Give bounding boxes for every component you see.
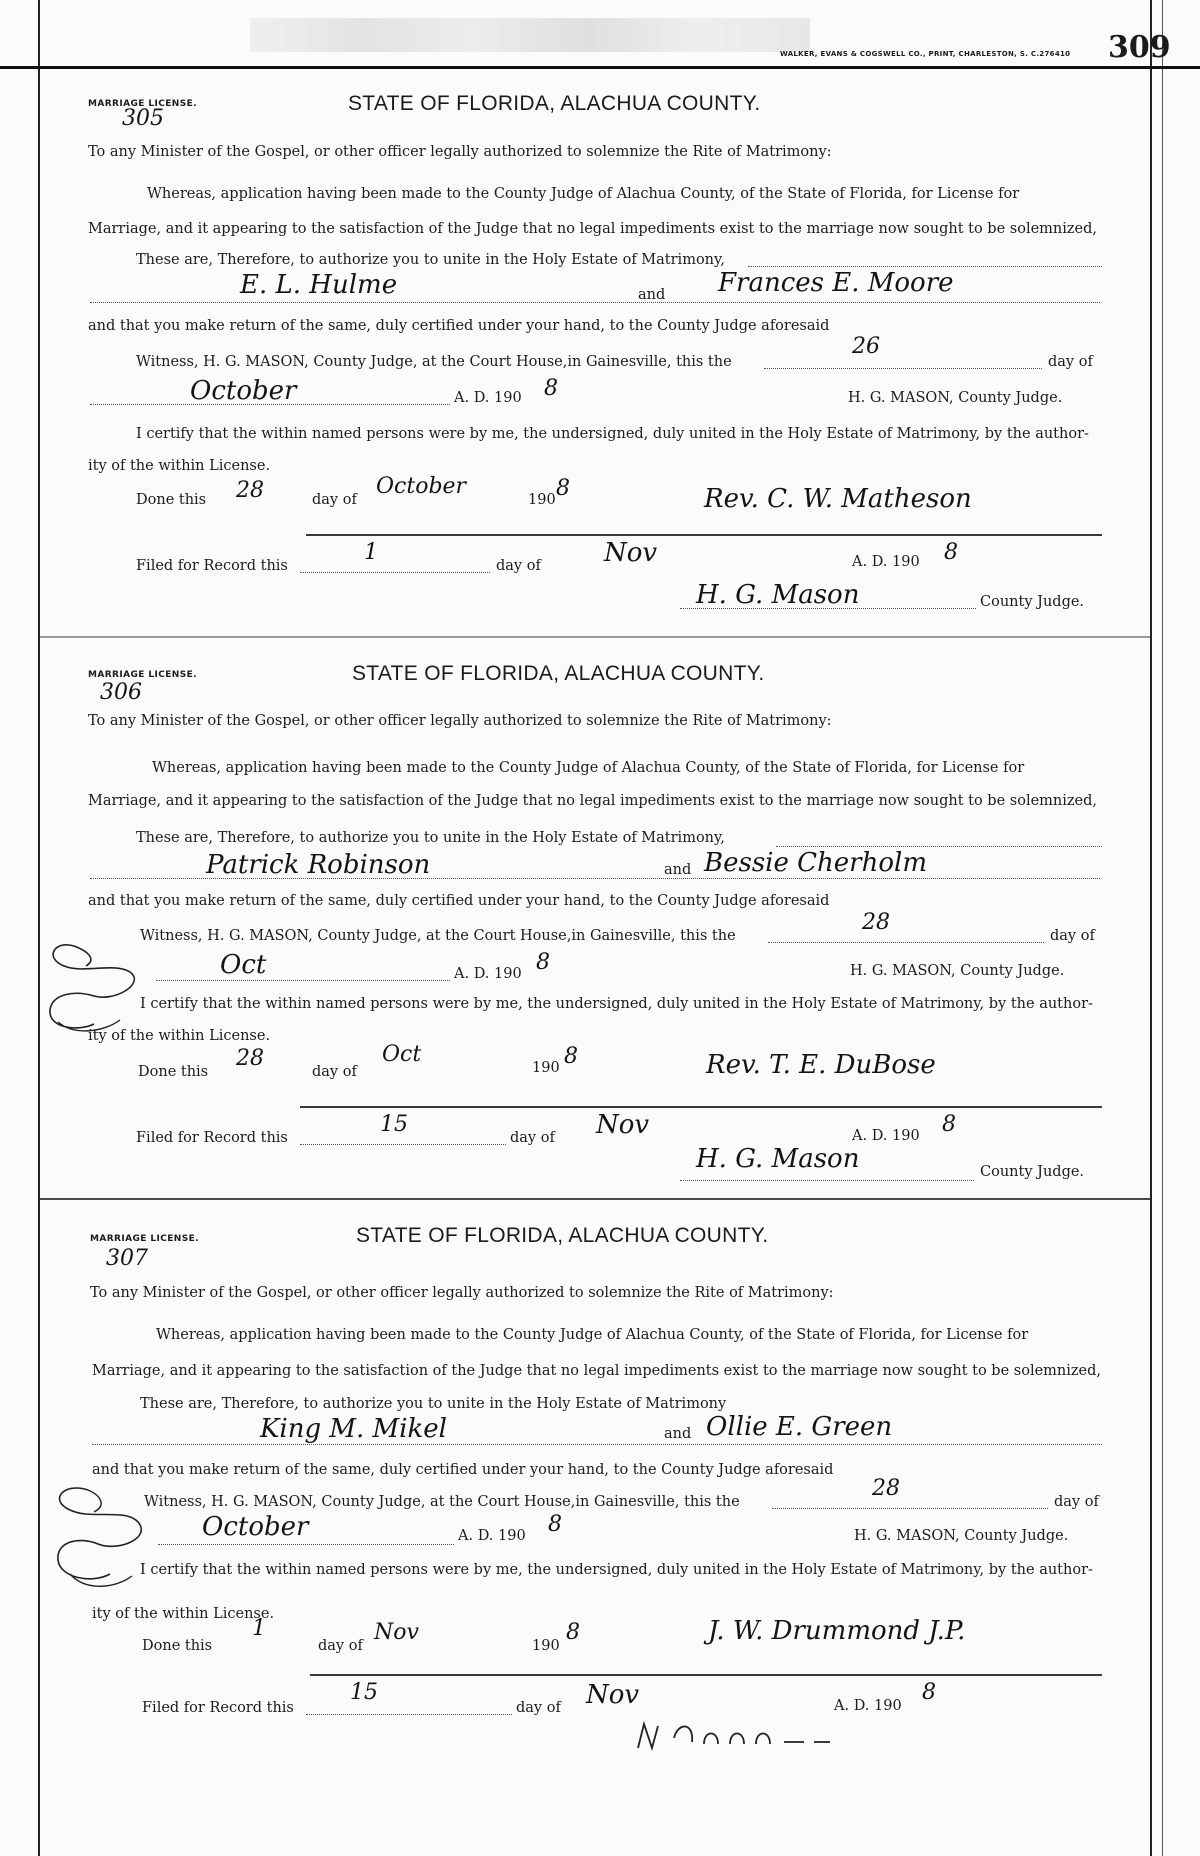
done-year: 8 bbox=[566, 1620, 580, 1645]
dotted-line bbox=[92, 1444, 1102, 1445]
filed-day-of-label: day of bbox=[516, 1700, 561, 1716]
printer-imprint: WALKER, EVANS & COGSWELL CO., PRINT, CHARLESTON, S. C.276410 bbox=[780, 50, 1071, 58]
day-of-label: day of bbox=[1054, 1494, 1099, 1510]
witness-year: 8 bbox=[544, 376, 558, 401]
officiant-signature: J. W. Drummond J.P. bbox=[708, 1616, 966, 1646]
witness-month: October bbox=[190, 376, 297, 406]
page-border-right-inner bbox=[1162, 0, 1163, 1856]
witness-line: Witness, H. G. MASON, County Judge, at the Court House,in Gainesville, this the bbox=[144, 1494, 740, 1510]
dotted-line bbox=[748, 266, 1102, 267]
filed-month: Nov bbox=[596, 1110, 650, 1140]
ad-label: A. D. 190 bbox=[454, 390, 522, 406]
state-title: STATE OF FLORIDA, ALACHUA COUNTY. bbox=[352, 662, 765, 685]
done-190-label: 190 bbox=[532, 1638, 560, 1654]
done-month: Oct bbox=[382, 1042, 422, 1067]
witness-line: Witness, H. G. MASON, County Judge, at the Court House,in Gainesville, this the bbox=[136, 354, 732, 370]
dotted-line bbox=[90, 302, 1100, 303]
filed-day: 15 bbox=[350, 1680, 378, 1705]
license-separator bbox=[40, 636, 1150, 638]
license-number: 306 bbox=[100, 680, 142, 705]
done-this-label: Done this bbox=[136, 492, 207, 508]
witness-year: 8 bbox=[548, 1512, 562, 1537]
and-label: and bbox=[664, 862, 692, 878]
filed-year: 8 bbox=[942, 1112, 956, 1137]
witness-day: 28 bbox=[872, 1476, 900, 1501]
witness-day: 26 bbox=[852, 334, 880, 359]
return-line: and that you make return of the same, duly certified under your hand, to the County Judge aforesaid bbox=[88, 893, 830, 909]
dotted-line bbox=[776, 846, 1102, 847]
ad-label: A. D. 190 bbox=[454, 966, 522, 982]
return-line: and that you make return of the same, duly certified under your hand, to the County Judge aforesaid bbox=[92, 1462, 834, 1478]
done-month: October bbox=[376, 474, 467, 499]
dotted-line bbox=[768, 942, 1044, 943]
filed-ad-label: A. D. 190 bbox=[852, 554, 920, 570]
authorize-line: These are, Therefore, to authorize you to unite in the Holy Estate of Matrimony, bbox=[136, 830, 725, 846]
certify-line-1: I certify that the within named persons were by me, the undersigned, duly united in the Holy Estate of Matrimony, by the author- bbox=[140, 996, 1093, 1012]
done-190-label: 190 bbox=[532, 1060, 560, 1076]
filed-label: Filed for Record this bbox=[136, 1130, 288, 1146]
section-rule bbox=[310, 1674, 1102, 1676]
certify-line-1: I certify that the within named persons were by me, the undersigned, duly united in the Holy Estate of Matrimony, by the author- bbox=[140, 1562, 1093, 1578]
groom-name: E. L. Hulme bbox=[240, 270, 398, 300]
whereas-line-1: Whereas, application having been made to the County Judge of Alachua County, of the State of Florida, for License for bbox=[156, 1327, 1029, 1343]
clerk-signature-partial bbox=[634, 1718, 834, 1754]
page-number: 309 bbox=[1108, 30, 1171, 65]
certify-line-1: I certify that the within named persons were by me, the undersigned, duly united in the Holy Estate of Matrimony, by the author- bbox=[136, 426, 1089, 442]
dotted-line bbox=[306, 1714, 512, 1715]
day-of-label: day of bbox=[1048, 354, 1093, 370]
bride-name: Bessie Cherholm bbox=[704, 848, 927, 878]
done-day-of-label: day of bbox=[318, 1638, 363, 1654]
witness-day: 28 bbox=[862, 910, 890, 935]
margin-scribble-mark bbox=[34, 932, 154, 1042]
done-day: 1 bbox=[252, 1616, 266, 1641]
filed-ad-label: A. D. 190 bbox=[834, 1698, 902, 1714]
filed-ad-label: A. D. 190 bbox=[852, 1128, 920, 1144]
whereas-line-1: Whereas, application having been made to the County Judge of Alachua County, of the State of Florida, for License for bbox=[147, 186, 1020, 202]
county-judge-label: County Judge. bbox=[980, 1164, 1085, 1180]
done-year: 8 bbox=[556, 476, 570, 501]
and-label: and bbox=[664, 1426, 692, 1442]
filed-year: 8 bbox=[922, 1680, 936, 1705]
certify-line-2: ity of the within License. bbox=[88, 458, 271, 474]
margin-scribble-mark bbox=[40, 1478, 160, 1598]
bride-name: Ollie E. Green bbox=[706, 1412, 893, 1442]
address-line: To any Minister of the Gospel, or other officer legally authorized to solemnize the Rite of Matrimony: bbox=[88, 144, 832, 160]
section-rule bbox=[300, 1106, 1102, 1108]
filed-month: Nov bbox=[604, 538, 658, 568]
section-rule bbox=[306, 534, 1102, 536]
done-day-of-label: day of bbox=[312, 492, 357, 508]
dotted-line bbox=[90, 878, 1100, 879]
certify-line-2: ity of the within License. bbox=[92, 1606, 275, 1622]
page-border-right bbox=[1150, 0, 1152, 1856]
county-judge-label: County Judge. bbox=[980, 594, 1085, 610]
groom-name: Patrick Robinson bbox=[206, 850, 431, 880]
whereas-line-1: Whereas, application having been made to the County Judge of Alachua County, of the State of Florida, for License for bbox=[152, 760, 1025, 776]
done-day: 28 bbox=[236, 478, 264, 503]
done-day: 28 bbox=[236, 1046, 264, 1071]
return-line: and that you make return of the same, duly certified under your hand, to the County Judge aforesaid bbox=[88, 318, 830, 334]
license-label: MARRIAGE LICENSE. bbox=[88, 99, 197, 109]
license-number: 307 bbox=[106, 1246, 148, 1271]
done-190-label: 190 bbox=[528, 492, 556, 508]
witness-month: October bbox=[202, 1512, 309, 1542]
day-of-label: day of bbox=[1050, 928, 1095, 944]
filed-day: 15 bbox=[380, 1112, 408, 1137]
dotted-line bbox=[680, 608, 976, 609]
witness-line: Witness, H. G. MASON, County Judge, at the Court House,in Gainesville, this the bbox=[140, 928, 736, 944]
bride-name: Frances E. Moore bbox=[718, 268, 954, 298]
authorize-line: These are, Therefore, to authorize you to unite in the Holy Estate of Matrimony bbox=[140, 1396, 727, 1412]
dotted-line bbox=[772, 1508, 1048, 1509]
witness-year: 8 bbox=[536, 950, 550, 975]
license-label: MARRIAGE LICENSE. bbox=[90, 1234, 199, 1244]
clerk-signature: H. G. Mason bbox=[696, 580, 860, 610]
filed-label: Filed for Record this bbox=[136, 558, 288, 574]
done-year: 8 bbox=[564, 1044, 578, 1069]
address-line: To any Minister of the Gospel, or other officer legally authorized to solemnize the Rite of Matrimony: bbox=[88, 713, 832, 729]
filed-month: Nov bbox=[586, 1680, 640, 1710]
dotted-line bbox=[300, 572, 490, 573]
officiant-signature: Rev. C. W. Matheson bbox=[704, 484, 972, 514]
dotted-line bbox=[680, 1180, 974, 1181]
and-label: and bbox=[638, 287, 666, 303]
officiant-signature: Rev. T. E. DuBose bbox=[706, 1050, 936, 1080]
dotted-line bbox=[158, 1544, 454, 1545]
dotted-line bbox=[90, 404, 450, 405]
license-number: 305 bbox=[122, 106, 164, 131]
dotted-line bbox=[764, 368, 1042, 369]
done-this-label: Done this bbox=[142, 1638, 213, 1654]
filed-day-of-label: day of bbox=[510, 1130, 555, 1146]
dotted-line bbox=[156, 980, 450, 981]
witness-month: Oct bbox=[220, 950, 267, 980]
state-title: STATE OF FLORIDA, ALACHUA COUNTY. bbox=[356, 1224, 769, 1247]
whereas-line-2: Marriage, and it appearing to the satisfaction of the Judge that no legal impediments exist to the marriage now sought to be solemnized, bbox=[88, 221, 1098, 237]
license-separator bbox=[40, 1198, 1150, 1200]
dotted-line bbox=[300, 1144, 506, 1145]
filed-year: 8 bbox=[944, 540, 958, 565]
done-this-label: Done this bbox=[138, 1064, 209, 1080]
license-label: MARRIAGE LICENSE. bbox=[88, 670, 197, 680]
filed-day: 1 bbox=[364, 540, 378, 565]
done-day-of-label: day of bbox=[312, 1064, 357, 1080]
authorize-line: These are, Therefore, to authorize you to unite in the Holy Estate of Matrimony, bbox=[136, 252, 725, 268]
done-month: Nov bbox=[374, 1620, 419, 1645]
judge-signature-printed: H. G. MASON, County Judge. bbox=[848, 390, 1063, 406]
address-line: To any Minister of the Gospel, or other officer legally authorized to solemnize the Rite of Matrimony: bbox=[90, 1285, 834, 1301]
filed-day-of-label: day of bbox=[496, 558, 541, 574]
groom-name: King M. Mikel bbox=[260, 1414, 447, 1444]
state-title: STATE OF FLORIDA, ALACHUA COUNTY. bbox=[348, 92, 761, 115]
filed-label: Filed for Record this bbox=[142, 1700, 294, 1716]
judge-signature-printed: H. G. MASON, County Judge. bbox=[850, 963, 1065, 979]
judge-signature-printed: H. G. MASON, County Judge. bbox=[854, 1528, 1069, 1544]
clerk-signature: H. G. Mason bbox=[696, 1144, 860, 1174]
ad-label: A. D. 190 bbox=[458, 1528, 526, 1544]
whereas-line-2: Marriage, and it appearing to the satisfaction of the Judge that no legal impediments exist to the marriage now sought to be solemnized, bbox=[92, 1363, 1102, 1379]
certify-line-2: ity of the within License. bbox=[88, 1028, 271, 1044]
whereas-line-2: Marriage, and it appearing to the satisfaction of the Judge that no legal impediments exist to the marriage now sought to be solemnized, bbox=[88, 793, 1098, 809]
